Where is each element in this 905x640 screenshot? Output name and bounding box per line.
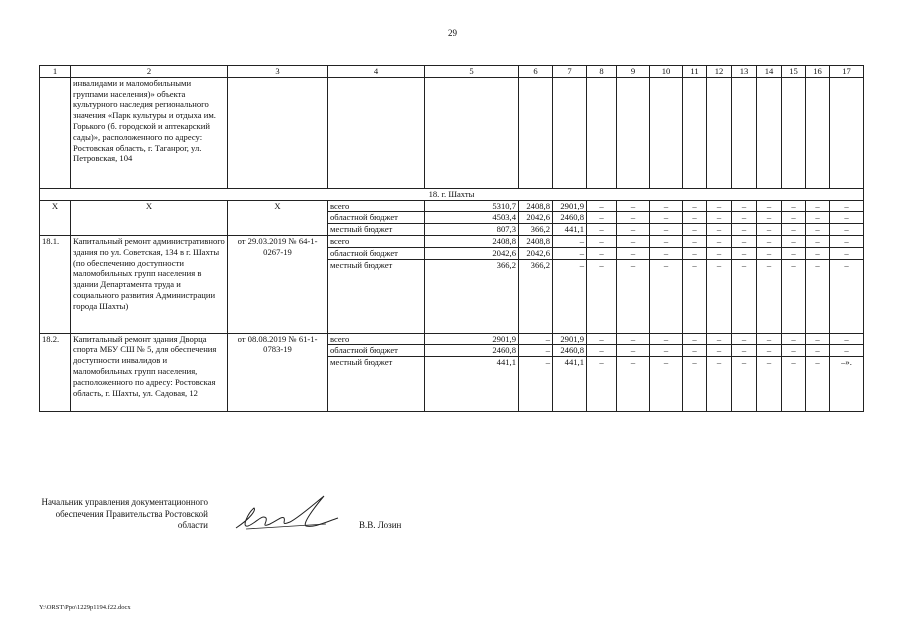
value-col-17: – bbox=[830, 224, 864, 236]
value-col-11: – bbox=[683, 200, 707, 212]
value-col-8: – bbox=[587, 200, 617, 212]
value-col-15: – bbox=[782, 200, 806, 212]
funding-source: местный бюджет bbox=[328, 357, 425, 412]
object-name: Капитальный ремонт административного здания по ул. Советская, 134 в г. Шахты (по обеспечению доступности маломобильных групп населения в здании Департамента труда и социального развития Администрации города Шахты) bbox=[71, 235, 228, 333]
value-col-10: – bbox=[650, 259, 683, 333]
value-col-9: – bbox=[617, 224, 650, 236]
value-col-12: – bbox=[707, 259, 732, 333]
value-col-11: – bbox=[683, 235, 707, 247]
value-col-14: – bbox=[757, 235, 782, 247]
value-col-11: – bbox=[683, 345, 707, 357]
item-number: 18.2. bbox=[40, 333, 71, 412]
funding-source: местный бюджет bbox=[328, 224, 425, 236]
value-col-10: – bbox=[650, 333, 683, 345]
value-col-12: – bbox=[707, 247, 732, 259]
value-2020: 2901,9 bbox=[553, 200, 587, 212]
value-2020: 2460,8 bbox=[553, 345, 587, 357]
value-col-14: – bbox=[757, 224, 782, 236]
header-col-14: 14 bbox=[757, 66, 782, 78]
header-col-15: 15 bbox=[782, 66, 806, 78]
value-col-10: – bbox=[650, 345, 683, 357]
value-total: 2408,8 bbox=[425, 235, 519, 247]
value-col-17: – bbox=[830, 247, 864, 259]
header-col-7: 7 bbox=[553, 66, 587, 78]
expertise-doc: от 29.03.2019 № 64-1-0267-19 bbox=[228, 235, 328, 333]
funding-source: областной бюджет bbox=[328, 212, 425, 224]
funding-source: всего bbox=[328, 235, 425, 247]
value-col-9: – bbox=[617, 357, 650, 412]
value-total: 2460,8 bbox=[425, 345, 519, 357]
funding-source: всего bbox=[328, 333, 425, 345]
value-2020: 441,1 bbox=[553, 357, 587, 412]
value-2019: – bbox=[519, 357, 553, 412]
item-number: 18.1. bbox=[40, 235, 71, 333]
value-total: 366,2 bbox=[425, 259, 519, 333]
value-col-16: – bbox=[806, 357, 830, 412]
value-col-17: – bbox=[830, 200, 864, 212]
value-col-17: – bbox=[830, 259, 864, 333]
header-col-1: 1 bbox=[40, 66, 71, 78]
value-col-9: – bbox=[617, 212, 650, 224]
header-col-5: 5 bbox=[425, 66, 519, 78]
value-col-17: – bbox=[830, 235, 864, 247]
value-col-14: – bbox=[757, 345, 782, 357]
value-col-15: – bbox=[782, 259, 806, 333]
value-col-10: – bbox=[650, 224, 683, 236]
value-col-8: – bbox=[587, 333, 617, 345]
value-col-8: – bbox=[587, 259, 617, 333]
header-col-3: 3 bbox=[228, 66, 328, 78]
expertise-doc: от 08.08.2019 № 61-1-0783-19 bbox=[228, 333, 328, 412]
value-col-9: – bbox=[617, 345, 650, 357]
object-name: Капитальный ремонт здания Дворца спорта МБУ СШ № 5, для обеспечения доступности инвалидов и маломобильных групп населения, расположенного по адресу: Ростовская область, г. Шахты, ул. Садовая, 12 bbox=[71, 333, 228, 412]
value-2020: – bbox=[553, 259, 587, 333]
value-col-11: – bbox=[683, 224, 707, 236]
value-col-14: – bbox=[757, 212, 782, 224]
value-col-14: – bbox=[757, 247, 782, 259]
funding-source: областной бюджет bbox=[328, 247, 425, 259]
value-col-10: – bbox=[650, 200, 683, 212]
value-col-8: – bbox=[587, 345, 617, 357]
header-col-2: 2 bbox=[71, 66, 228, 78]
value-col-15: – bbox=[782, 235, 806, 247]
value-col-9: – bbox=[617, 247, 650, 259]
value-col-15: – bbox=[782, 247, 806, 259]
value-total: 807,3 bbox=[425, 224, 519, 236]
funding-source: местный бюджет bbox=[328, 259, 425, 333]
value-col-9: – bbox=[617, 235, 650, 247]
value-col-14: – bbox=[757, 259, 782, 333]
value-col-10: – bbox=[650, 212, 683, 224]
value-2019: 2408,8 bbox=[519, 235, 553, 247]
value-col-12: – bbox=[707, 212, 732, 224]
value-total: 2901,9 bbox=[425, 333, 519, 345]
header-row bbox=[40, 66, 864, 78]
value-2019: – bbox=[519, 345, 553, 357]
total-mark-1: Х bbox=[40, 200, 71, 235]
value-2019: 2408,8 bbox=[519, 200, 553, 212]
value-total: 4503,4 bbox=[425, 212, 519, 224]
value-2020: 2901,9 bbox=[553, 333, 587, 345]
value-2019: 366,2 bbox=[519, 259, 553, 333]
value-col-8: – bbox=[587, 212, 617, 224]
value-col-8: – bbox=[587, 357, 617, 412]
value-col-13: – bbox=[732, 259, 757, 333]
header-col-13: 13 bbox=[732, 66, 757, 78]
value-col-12: – bbox=[707, 357, 732, 412]
value-col-8: – bbox=[587, 235, 617, 247]
value-total: 5310,7 bbox=[425, 200, 519, 212]
value-col-15: – bbox=[782, 357, 806, 412]
value-col-17: – bbox=[830, 345, 864, 357]
funding-source: областной бюджет bbox=[328, 345, 425, 357]
value-col-16: – bbox=[806, 200, 830, 212]
value-col-13: – bbox=[732, 235, 757, 247]
value-col-17: – bbox=[830, 212, 864, 224]
item-row bbox=[40, 235, 864, 247]
value-col-9: – bbox=[617, 333, 650, 345]
value-col-12: – bbox=[707, 200, 732, 212]
value-col-16: – bbox=[806, 235, 830, 247]
signatory-position: Начальник управления документационного обеспечения Правительства Ростовской области bbox=[41, 497, 208, 531]
value-col-17: – bbox=[830, 333, 864, 345]
value-col-15: – bbox=[782, 345, 806, 357]
signatory-name: В.В. Лозин bbox=[359, 520, 402, 530]
value-col-13: – bbox=[732, 357, 757, 412]
value-col-16: – bbox=[806, 259, 830, 333]
value-col-10: – bbox=[650, 357, 683, 412]
value-col-12: – bbox=[707, 345, 732, 357]
value-2019: 2042,6 bbox=[519, 247, 553, 259]
file-path: Y:\ORST\Ppo\1229p1194.f22.docx bbox=[39, 604, 131, 611]
section-row bbox=[40, 188, 864, 200]
continuation-row bbox=[40, 77, 864, 188]
value-2019: 2042,6 bbox=[519, 212, 553, 224]
value-col-11: – bbox=[683, 333, 707, 345]
budget-table bbox=[39, 65, 864, 412]
total-block bbox=[40, 200, 864, 235]
value-col-15: – bbox=[782, 333, 806, 345]
value-col-12: – bbox=[707, 224, 732, 236]
object-name-cont: инвалидами и маломобильными группами населения)» объекта культурного наследия регионального значения «Парк культуры и отдыха им. Горького (б. городской и аптекарский сады)», расположенного по адресу: Ростовская область, г. Таганрог, ул. Петровская, 104 bbox=[71, 77, 228, 188]
header-col-11: 11 bbox=[683, 66, 707, 78]
value-col-11: – bbox=[683, 357, 707, 412]
value-col-9: – bbox=[617, 200, 650, 212]
value-total: 441,1 bbox=[425, 357, 519, 412]
value-2019: – bbox=[519, 333, 553, 345]
funding-source: всего bbox=[328, 200, 425, 212]
value-col-14: – bbox=[757, 357, 782, 412]
header-col-9: 9 bbox=[617, 66, 650, 78]
value-col-11: – bbox=[683, 259, 707, 333]
value-col-13: – bbox=[732, 224, 757, 236]
value-col-16: – bbox=[806, 345, 830, 357]
value-col-15: – bbox=[782, 212, 806, 224]
total-mark-3: Х bbox=[228, 200, 328, 235]
value-col-16: – bbox=[806, 247, 830, 259]
value-col-12: – bbox=[707, 333, 732, 345]
page-number: 29 bbox=[448, 28, 457, 38]
value-col-13: – bbox=[732, 247, 757, 259]
total-row bbox=[40, 200, 864, 212]
value-col-13: – bbox=[732, 345, 757, 357]
value-col-17: –». bbox=[830, 357, 864, 412]
value-col-16: – bbox=[806, 333, 830, 345]
value-col-8: – bbox=[587, 247, 617, 259]
handwritten-signature bbox=[226, 488, 346, 538]
header-col-4: 4 bbox=[328, 66, 425, 78]
header-col-6: 6 bbox=[519, 66, 553, 78]
value-2020: 441,1 bbox=[553, 224, 587, 236]
value-col-13: – bbox=[732, 333, 757, 345]
header-col-16: 16 bbox=[806, 66, 830, 78]
value-col-10: – bbox=[650, 235, 683, 247]
value-col-14: – bbox=[757, 200, 782, 212]
value-col-15: – bbox=[782, 224, 806, 236]
value-col-14: – bbox=[757, 333, 782, 345]
value-2020: 2460,8 bbox=[553, 212, 587, 224]
item-row bbox=[40, 333, 864, 345]
value-2020: – bbox=[553, 235, 587, 247]
value-col-16: – bbox=[806, 224, 830, 236]
header-col-10: 10 bbox=[650, 66, 683, 78]
value-col-11: – bbox=[683, 247, 707, 259]
value-col-13: – bbox=[732, 212, 757, 224]
value-col-13: – bbox=[732, 200, 757, 212]
header-col-8: 8 bbox=[587, 66, 617, 78]
value-col-11: – bbox=[683, 212, 707, 224]
section-title: 18. г. Шахты bbox=[40, 188, 864, 200]
value-col-16: – bbox=[806, 212, 830, 224]
value-col-9: – bbox=[617, 259, 650, 333]
value-col-12: – bbox=[707, 235, 732, 247]
value-col-8: – bbox=[587, 224, 617, 236]
total-mark-2: Х bbox=[71, 200, 228, 235]
value-2020: – bbox=[553, 247, 587, 259]
value-2019: 366,2 bbox=[519, 224, 553, 236]
header-col-12: 12 bbox=[707, 66, 732, 78]
header-col-17: 17 bbox=[830, 66, 864, 78]
value-total: 2042,6 bbox=[425, 247, 519, 259]
items-block bbox=[40, 235, 864, 411]
value-col-10: – bbox=[650, 247, 683, 259]
